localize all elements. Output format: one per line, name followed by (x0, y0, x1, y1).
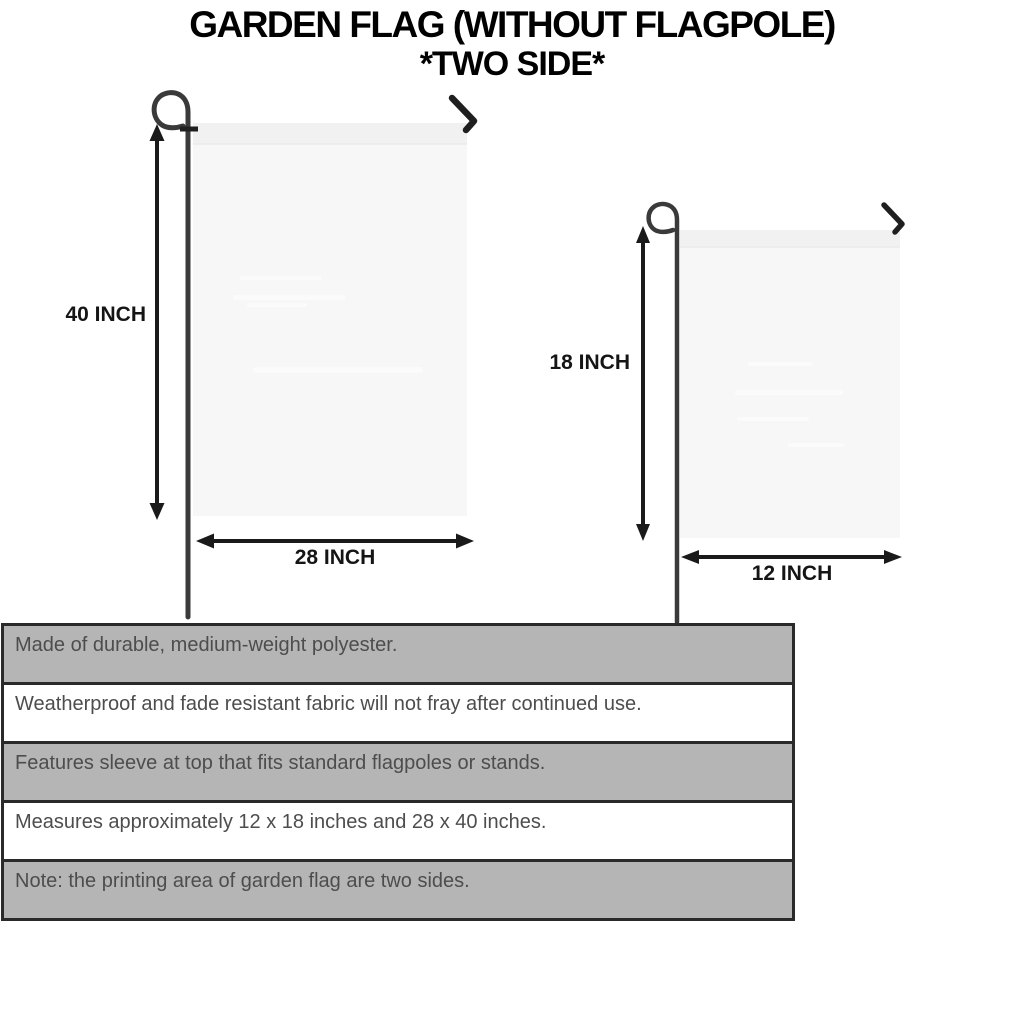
small-flag-sleeve (680, 230, 900, 247)
large-flag-width-label: 28 INCH (294, 546, 376, 569)
small-flagpole-icon (649, 204, 677, 622)
large-flag-sleeve (193, 123, 467, 144)
large-flag-diagram (150, 93, 475, 617)
feature-row: Made of durable, medium-weight polyester. (4, 626, 792, 682)
small-flag-height-label: 18 INCH (549, 351, 630, 374)
small-flag-width-label: 12 INCH (751, 562, 833, 585)
feature-row: Note: the printing area of garden flag are two sides. (4, 859, 792, 918)
large-height-arrow-icon (150, 124, 165, 520)
small-flagpole-hook-icon (884, 205, 902, 232)
large-flag-height-label: 40 INCH (65, 303, 146, 326)
feature-row: Weatherproof and fade resistant fabric will not fray after continued use. (4, 682, 792, 741)
large-flag-fabric (193, 123, 467, 516)
feature-row: Features sleeve at top that fits standard flagpoles or stands. (4, 741, 792, 800)
page-subtitle: *TWO SIDE* (419, 45, 605, 83)
page-title: GARDEN FLAG (WITHOUT FLAGPOLE) (189, 4, 835, 45)
small-height-arrow-icon (636, 226, 650, 541)
feature-row: Measures approximately 12 x 18 inches and 28 x 40 inches. (4, 800, 792, 859)
feature-table (1, 623, 795, 921)
large-flagpole-icon (154, 93, 188, 617)
small-flag-fabric (680, 230, 900, 538)
small-flag-diagram (636, 204, 902, 622)
